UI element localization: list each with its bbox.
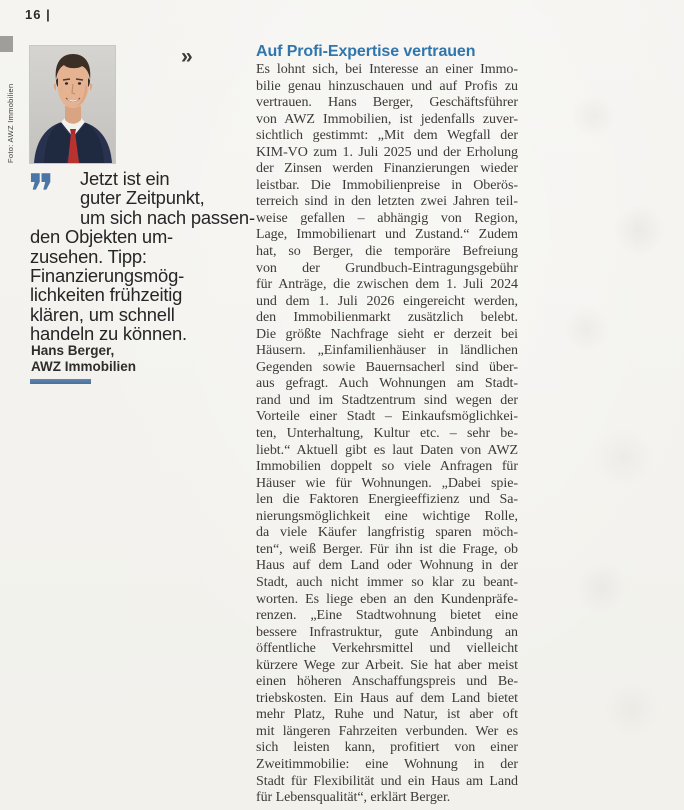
article-headline: Auf Profi-Expertise vertrauen [256,43,476,60]
body-text-line: der Zinsen werden Finanzierungen wieder [256,161,518,177]
body-text-line: von der Grundbuch-Eintragungsgebühr [256,260,518,276]
photo-credit: Foto: AWZ Immobilien [6,83,15,163]
pull-quote-line: lichkeiten frühzeitig [30,284,183,306]
quote-icon: ❞ [28,164,55,221]
body-text-line: Stadt für Flexibilität und ein Haus am Land [256,773,518,789]
body-text-line: ten“, weiß Berger. Für ihn ist die Frage, ob [256,541,518,557]
body-text-line: Vorteile einer Stadt – Einkaufsmöglichkei- [256,409,518,425]
attribution-org: AWZ Immobilien [31,359,137,374]
attribution-name: Hans Berger, [31,343,115,358]
body-text-line: für Lebensqualität“, erklärt Berger. [256,790,451,806]
pull-quote-line: den Objekten um- [30,226,173,248]
body-text-line: Zweitimmobilie: eine Wohnung in der [256,756,518,772]
body-text-line: kürzere Wege zur Arbeit. Sie hat aber meist [256,657,518,673]
pull-quote-line: um sich nach passen- [80,206,255,228]
body-text-line: terreich sind in den letzten zwei Jahren teil- [256,194,518,210]
body-text-line: len die Faktoren Energieeffizienz und Sa- [256,492,518,508]
body-text-line: worten. Es liege eben an den Kundenpräfe- [256,591,518,607]
body-text-line: sich leisten kann, profitiert von einer [256,740,518,756]
portrait-photo [30,46,115,163]
body-text-line: Häuser wie für Wohnungen. „Dabei spie- [256,475,518,491]
attribution-rule [30,379,91,384]
body-text-line: vertrauen. Hans Berger, Geschäftsführer [256,95,518,111]
body-text-line: Häusern. „Einfamilienhäuser in ländlichen [256,343,518,359]
body-text-line: leistbar. Die Immobilienpreise in Oberös- [256,177,518,193]
body-text-line: Es lohnt sich, bei Interesse an einer Immo- [256,62,518,77]
portrait-illustration [30,46,115,163]
body-text-line: mehr Platz, Ruhe und Natur, ist aber oft [256,707,518,723]
body-text-line: nierungsmöglichkeit eine wichtige Rolle, [256,508,518,524]
body-text-line: Gegenden sowie Bauernsacherl sind über- [256,359,518,375]
article-column [256,44,518,807]
pull-quote-line: Jetzt ist ein [80,168,170,189]
pull-quote-line: zusehen. Tipp: [30,245,147,267]
pull-quote-line: Finanzierungsmög- [30,265,185,287]
body-text-line: Die größte Nachfrage sieht er derzeit bei [256,326,518,342]
pull-quote-line: guter Zeitpunkt, [80,187,205,209]
print-through-smudge [534,40,684,800]
body-text-line: und dem 1. Juli 2026 eingereicht werden, [256,293,518,309]
body-text-line: Lage, Immobilienart und Zustand.“ Zudem [256,227,518,243]
body-text-line: aus gefragt. Auch Wohnungen am Stadt- [256,376,518,392]
body-text-line: mit längeren Fahrzeiten verbunden. Wer es [256,723,518,739]
body-text-line: hat, so Berger, die temporäre Befreiung [256,244,518,260]
page-number: 16 | [25,7,51,22]
body-text-line: weise gefallen – abhängig von Region, [256,210,518,226]
pull-quote-line: klären, um schnell [30,303,175,325]
body-text-line: öffentliche Verkehrsmittel und vielleicht [256,641,518,657]
body-text-line: den Immobilienmarkt zusätzlich belebt. [256,310,518,326]
body-text-line: KIM-VO zum 1. Juli 2025 und der Erholung [256,144,518,160]
body-text-line: liebt.“ Aktuell gibt es laut Daten von AWZ [256,442,518,458]
quote-attribution [31,343,136,375]
body-text-line: rand und im Stadtzentrum sind wegen der [256,392,518,408]
body-text-line: Stadt, auch nicht immer so klar zu beant- [256,574,518,590]
body-text-line: da viele Käufer langfristig sparen möch- [256,525,518,541]
pull-quote-line: handeln zu können. [30,323,187,345]
right-chevrons-icon: » [181,45,193,68]
body-text-line: einen höheren Anschaffungspreis und Be- [256,674,518,690]
body-text-line: für Anträge, die zwischen dem 1. Juli 2024 [256,277,518,293]
article-body [256,62,518,807]
body-text-line: Haus auf dem Land oder Wohnung in der [256,558,518,574]
pull-quote [28,164,255,345]
body-text-line: von AWZ Immobilien, ist jedenfalls zuver- [256,111,518,127]
body-text-line: sichtlich gestimmt: „Mit dem Wegfall der [256,128,518,144]
body-text-line: bilie genau hinzuschauen und auf Profis zu [256,78,518,94]
body-text-line: ten, Unterhaltung, Kultur etc. – sehr be- [256,426,518,442]
body-text-line: triebskosten. Ein Haus auf dem Land bietet [256,690,518,706]
body-text-line: bessere Infrastruktur, gute Anbindung an [256,624,518,640]
body-text-line: renzen. „Eine Stadtwohnung bietet eine [256,608,518,624]
body-text-line: Immobilien doppelt so viele Anfragen für [256,459,518,475]
